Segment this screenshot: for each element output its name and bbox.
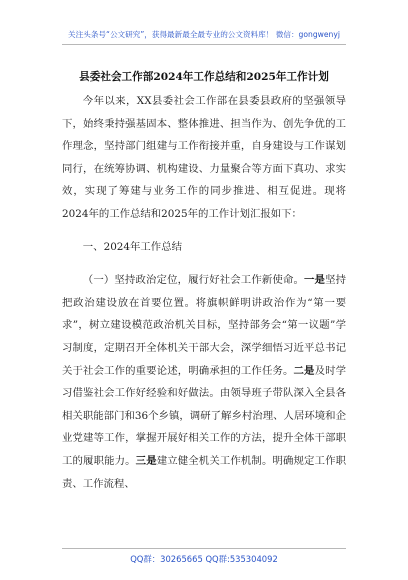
document-body: [62, 90, 346, 495]
point-text-2: 及时学习借鉴社会工作好经验和好做法。由领导班子带队深入全县各相关职能部门和36个乡镇，调研了解乡村治理、人居环境和企业党建等工作，掌握开展好相关工作的方法，提升全体干部职工的履职能力。: [62, 364, 346, 467]
point-text-1: 坚持把政治建设放在首要位置。将旗帜鲜明讲政治作为“第一要求”，树立建设模范政治机关目标，坚持部务会“第一议题”学习制度，定期召开全体机关干部大会，深学细悟习近平总书记关于社会工作的重要论述，明确承担的工作任务。: [62, 274, 347, 377]
section-heading: 一、2024年工作总结: [82, 240, 182, 253]
footer-note: QQ群：30265665 QQ群:535304092: [130, 554, 278, 564]
subsection-lead: （一）坚持政治定位，履行好社会工作新使命。: [82, 274, 305, 287]
point-marker-1: 一是: [304, 274, 326, 287]
section-paragraph: [62, 269, 346, 495]
footer-divider: [62, 548, 346, 549]
point-text-3: 建立健全机关工作机制。明确规定工作职责、工作流程、: [62, 454, 347, 490]
document-title: 县委社会工作部2024年工作总结和2025年工作计划: [79, 71, 329, 83]
header-note: 关注头条号“公文研究”，获得最新最全最专业的公文资料库！ 微信：gongwenyj: [68, 30, 340, 39]
point-marker-3: 三是: [135, 454, 157, 467]
point-marker-2: 二是: [293, 364, 315, 377]
header-divider: [62, 44, 346, 45]
intro-paragraph: 今年以来，XX县委社会工作部在县委县政府的坚强领导下，始终秉持强基固本、整体推进、担当作为、创先争优的工作理念，坚持部门组建与工作衔接并重，自身建设与工作谋划同行，在统筹协调、机构建设、力量聚合等方面下真功、求实效，实现了筹建与业务工作的同步推进、相互促进。现将2024年的工作总结和2025年的工作计划汇报如下：: [62, 95, 346, 220]
